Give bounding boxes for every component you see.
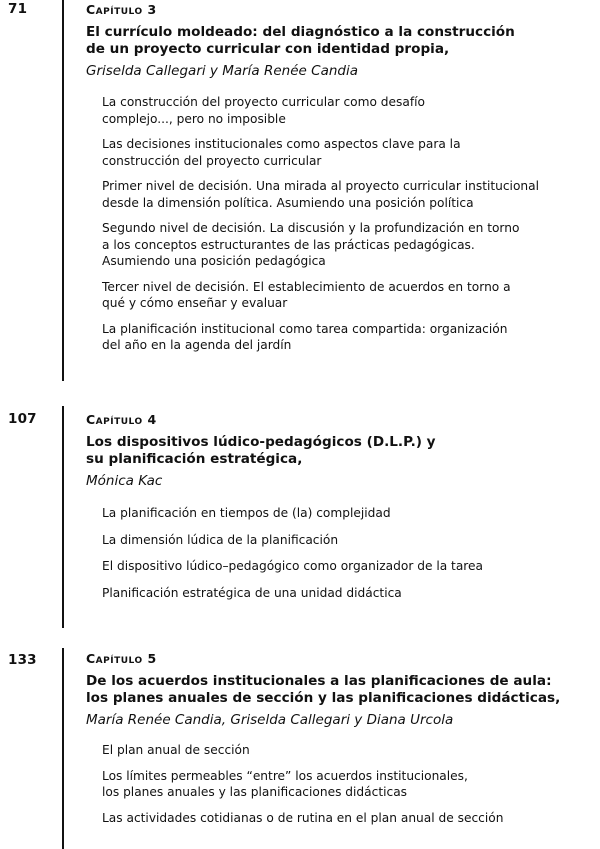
chapter-label: Capítulo 5	[86, 651, 157, 666]
chapter-title: El currículo moldeado: del diagnóstico a la construcción de un proyecto curricular con identidad propia,	[86, 24, 515, 57]
section-item: La planificación institucional como tarea compartida: organización del año en la agenda del jardín	[102, 321, 508, 352]
section-item: Primer nivel de decisión. Una mirada al proyecto curricular institucional desde la dimensión política. Asumiendo una posición política	[102, 179, 539, 210]
chapter-entry	[86, 652, 600, 826]
chapter-title: Los dispositivos lúdico-pedagógicos (D.L.P.) y su planificación estratégica,	[86, 434, 436, 467]
chapter-authors: Mónica Kac	[86, 473, 163, 489]
section-item: Segundo nivel de decisión. La discusión y la profundización en torno a los conceptos estructurantes de las prácticas pedagógicas. Asumiendo una posición pedagógica	[102, 221, 520, 268]
section-item: Los límites permeables “entre” los acuerdos institucionales, los planes anuales y las planificaciones didácticas	[102, 768, 468, 799]
divider-rule-3	[62, 648, 64, 849]
section-list	[102, 742, 600, 826]
divider-rule-1	[62, 0, 64, 381]
section-item: El dispositivo lúdico–pedagógico como organizador de la tarea	[102, 559, 484, 573]
page-number: 133	[8, 652, 37, 668]
section-item: Tercer nivel de decisión. El establecimiento de acuerdos en torno a qué y cómo enseñar y evaluar	[102, 279, 511, 310]
page-number: 107	[8, 411, 37, 427]
section-item: La construcción del proyecto curricular como desafío complejo..., pero no imposible	[102, 95, 425, 126]
chapter-label: Capítulo 4	[86, 412, 157, 427]
divider-rule-2	[62, 406, 64, 628]
chapter-label: Capítulo 3	[86, 2, 157, 17]
section-item: El plan anual de sección	[102, 743, 250, 757]
chapter-entry	[86, 413, 600, 601]
section-list	[102, 94, 600, 354]
page-number: 71	[8, 1, 28, 17]
section-item: La dimensión lúdica de la planificación	[102, 532, 339, 547]
chapter-authors: María Renée Candia, Griselda Callegari y Diana Urcola	[86, 712, 454, 728]
section-list	[102, 505, 600, 601]
section-item: Las decisiones institucionales como aspectos clave para la construcción del proyecto curricular	[102, 137, 461, 168]
section-item: Planificación estratégica de una unidad didáctica	[102, 585, 402, 600]
chapter-entry	[86, 3, 600, 354]
section-item: La planificación en tiempos de (la) complejidad	[102, 506, 391, 520]
chapter-title: De los acuerdos institucionales a las planificaciones de aula: los planes anuales de sección y las planificaciones didácticas,	[86, 673, 561, 706]
chapter-authors: Griselda Callegari y María Renée Candia	[86, 63, 358, 79]
section-item: Las actividades cotidianas o de rutina en el plan anual de sección	[102, 810, 504, 825]
